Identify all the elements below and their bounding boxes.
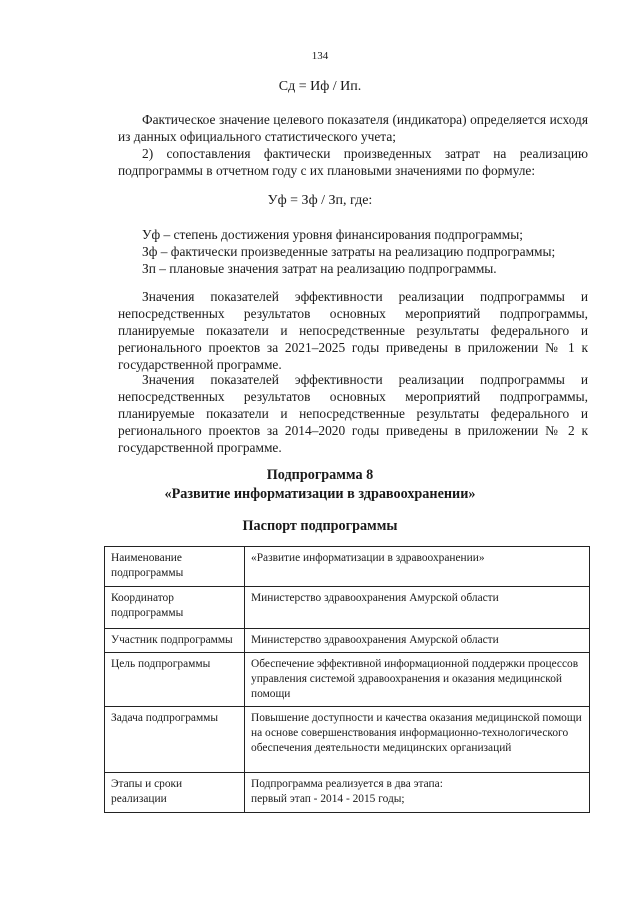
row-key: Цель подпрограммы xyxy=(105,653,245,707)
paragraph-indicator-source: Фактическое значение целевого показателя (индикатора) определяется исходя из данных официального статистического учета; xyxy=(118,112,588,144)
table-row xyxy=(105,629,590,653)
table-row xyxy=(105,587,590,629)
page-number: 134 xyxy=(311,50,329,62)
definition-zf: Зф – фактически произведенные затраты на реализацию подпрограммы; xyxy=(142,244,556,259)
row-value xyxy=(245,773,590,813)
subprogram-name: «Развитие информатизации в здравоохранении» xyxy=(164,486,476,502)
row-key: Наименование подпрограммы xyxy=(105,547,245,587)
paragraph-cost-comparison: 2) сопоставления фактически произведенных затрат на реализацию подпрограммы в отчетном году с их плановыми значениями по формуле: xyxy=(118,146,588,178)
row-key: Координатор подпрограммы xyxy=(105,587,245,629)
passport-title: Паспорт подпрограммы xyxy=(242,518,398,534)
row-key: Этапы и сроки реализации xyxy=(105,773,245,813)
formula-uf: Уф = Зф / Зп, где: xyxy=(267,193,373,208)
table-row xyxy=(105,773,590,813)
definition-zp: Зп – плановые значения затрат на реализацию подпрограммы. xyxy=(142,261,497,276)
row-value-line: первый этап - 2014 - 2015 годы; xyxy=(251,793,405,805)
table-row xyxy=(105,707,590,773)
row-value: Министерство здравоохранения Амурской области xyxy=(245,587,590,629)
row-value: Повышение доступности и качества оказания медицинской помощи на основе совершенствования информационно-технологического обеспечения деятельности медицинских организаций xyxy=(245,707,590,773)
subprogram-title: Подпрограмма 8 xyxy=(266,467,374,483)
row-value: «Развитие информатизации в здравоохранении» xyxy=(245,547,590,587)
row-value: Обеспечение эффективной информационной поддержки процессов управления системой здравоохранения и оказания медицинской помощи xyxy=(245,653,590,707)
row-key: Участник подпрограммы xyxy=(105,629,245,653)
row-key: Задача подпрограммы xyxy=(105,707,245,773)
formula-sd: Сд = Иф / Ип. xyxy=(278,79,362,94)
table-row xyxy=(105,653,590,707)
row-value: Министерство здравоохранения Амурской области xyxy=(245,629,590,653)
table-row xyxy=(105,547,590,587)
definition-uf: Уф – степень достижения уровня финансирования подпрограммы; xyxy=(142,227,523,242)
paragraph-appendix-1: Значения показателей эффективности реализации подпрограммы и непосредственных результатов основных мероприятий подпрограммы, планируемые показатели и непосредственные результаты федерального и регионального проектов за 2021–2025 годы приведены в приложении № 1 к государственной программе. xyxy=(118,289,588,372)
passport-table xyxy=(104,546,590,813)
row-value-line: Подпрограмма реализуется в два этапа: xyxy=(251,778,443,790)
paragraph-appendix-2: Значения показателей эффективности реализации подпрограммы и непосредственных результатов основных мероприятий подпрограммы, планируемые показатели и непосредственные результаты федерального и регионального проектов за 2014–2020 годы приведены в приложении № 2 к государственной программе. xyxy=(118,372,588,455)
